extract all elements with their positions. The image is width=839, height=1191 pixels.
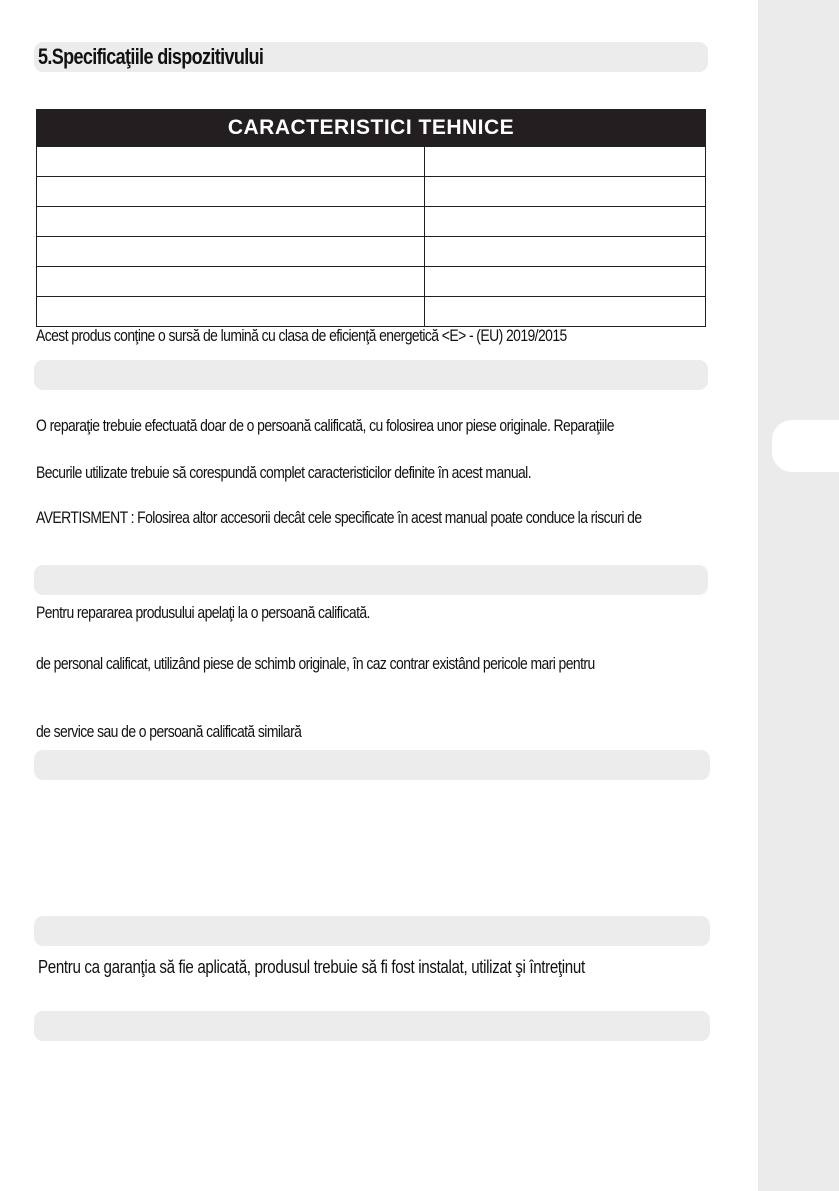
table-cell xyxy=(425,177,706,207)
warranty-text: Pentru ca garanţia să fie aplicată, produsul trebuie să fi fost instalat, utilizat şi întreţinut xyxy=(38,957,585,977)
bulbs-text: Becurile utilizate trebuie să corespundă complet caracteristicilor definite în acest manual. xyxy=(36,463,531,482)
table-row xyxy=(37,177,706,207)
tech-specs-header: CARACTERISTICI TEHNICE xyxy=(37,110,706,147)
table-cell xyxy=(37,207,425,237)
table-row xyxy=(37,207,706,237)
table-cell xyxy=(37,177,425,207)
table-cell xyxy=(425,237,706,267)
service-text: de service sau de o persoană calificată similară xyxy=(36,722,302,741)
section-heading-bar xyxy=(34,565,708,595)
tech-specs-table xyxy=(36,109,706,327)
table-row xyxy=(37,267,706,297)
table-cell xyxy=(425,147,706,177)
table-row xyxy=(37,147,706,177)
repair-call-text: Pentru repararea produsului apelaţi la o persoană calificată. xyxy=(36,603,370,622)
table-cell xyxy=(37,237,425,267)
section-heading-bar xyxy=(34,360,708,390)
section-heading-bar xyxy=(34,1011,710,1041)
table-cell xyxy=(425,297,706,327)
warning-text: AVERTISMENT : Folosirea altor accesorii decât cele specificate în acest manual poate conduce la riscuri de xyxy=(36,508,642,527)
table-row xyxy=(37,297,706,327)
table-cell xyxy=(425,267,706,297)
side-strip xyxy=(758,0,839,1191)
side-page-tab xyxy=(772,420,839,472)
table-row xyxy=(37,237,706,267)
table-cell xyxy=(37,297,425,327)
energy-class-text: Acest produs conţine o sursă de lumină cu clasa de eficienţă energetică <E> - (EU) 2019/2015 xyxy=(36,326,567,345)
table-cell xyxy=(425,207,706,237)
section-heading-bar xyxy=(34,750,710,780)
section-title: 5.Specificaţiile dispozitivului xyxy=(38,44,264,69)
repair-text: O reparaţie trebuie efectuată doar de o persoană calificată, cu folosirea unor piese originale. Reparaţiile xyxy=(36,416,614,435)
qualified-personnel-text: de personal calificat, utilizând piese de schimb originale, în caz contrar existând pericole mari pentru xyxy=(36,654,595,673)
table-cell xyxy=(37,147,425,177)
table-cell xyxy=(37,267,425,297)
section-heading-bar xyxy=(34,916,710,946)
